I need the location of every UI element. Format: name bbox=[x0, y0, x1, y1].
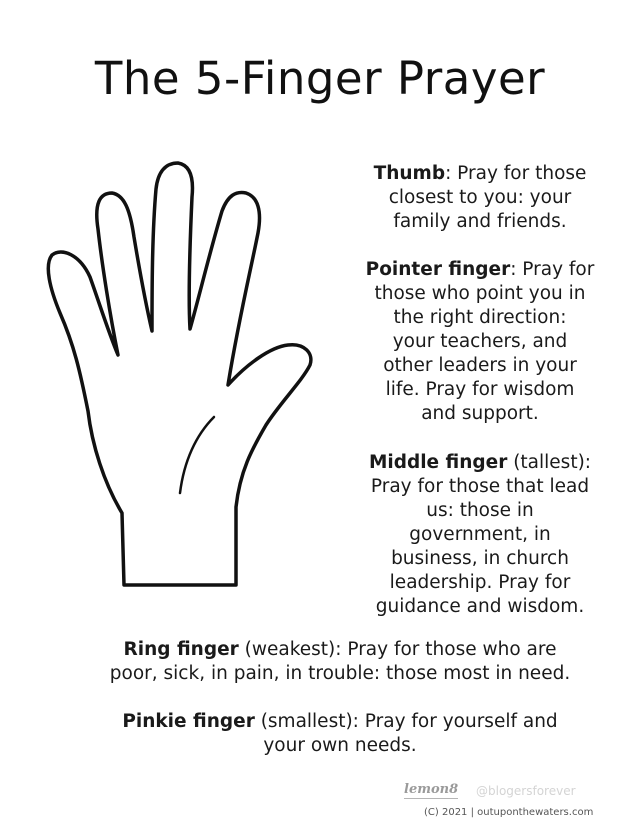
hand-outline-icon bbox=[40, 155, 340, 595]
pointer-line-4: your teachers, and bbox=[392, 331, 568, 352]
ring-finger-label: Ring finger bbox=[123, 639, 239, 660]
pointer-line-5: other leaders in your bbox=[383, 355, 577, 376]
watermark-handle: @blogersforever bbox=[476, 784, 576, 798]
middle-line-3: us: those in bbox=[426, 500, 534, 521]
thumb-line-3: family and friends. bbox=[393, 211, 567, 232]
middle-line-5: business, in church bbox=[391, 548, 569, 569]
thumb-line-2: closest to you: your bbox=[388, 187, 572, 208]
ring-finger-entry bbox=[60, 638, 620, 686]
middle-line-7: guidance and wisdom. bbox=[375, 596, 585, 617]
pointer-line-7: and support. bbox=[421, 403, 539, 424]
middle-finger-entry bbox=[352, 451, 608, 619]
page-title: The 5-Finger Prayer bbox=[94, 52, 546, 105]
pointer-finger-label: Pointer finger bbox=[365, 259, 511, 280]
lemon8-logo: lemon8 bbox=[404, 782, 459, 797]
pointer-line-6: life. Pray for wisdom bbox=[385, 379, 575, 400]
pinkie-finger-entry bbox=[60, 710, 620, 758]
pointer-line-3: the right direction: bbox=[393, 307, 567, 328]
ring-line-1: (weakest): Pray for those who are bbox=[238, 639, 557, 660]
middle-line-2: Pray for those that lead bbox=[370, 476, 590, 497]
copyright-text: (C) 2021 | outuponthewaters.com bbox=[424, 807, 594, 818]
middle-line-6: leadership. Pray for bbox=[389, 572, 571, 593]
thumb-line-1: : Pray for those bbox=[445, 163, 587, 184]
middle-finger-label: Middle finger bbox=[368, 452, 508, 473]
middle-line-4: government, in bbox=[409, 524, 551, 545]
thumb-label: Thumb bbox=[373, 163, 446, 184]
pinkie-line-1: (smallest): Pray for yourself and bbox=[254, 711, 558, 732]
pointer-line-1: : Pray for bbox=[510, 259, 595, 280]
ring-line-2: poor, sick, in pain, in trouble: those most in need. bbox=[109, 663, 571, 684]
pinkie-finger-label: Pinkie finger bbox=[122, 711, 255, 732]
pinkie-line-2: your own needs. bbox=[263, 735, 417, 756]
pointer-finger-entry bbox=[352, 258, 608, 426]
pointer-line-2: those who point you in bbox=[374, 283, 586, 304]
middle-line-1: (tallest): bbox=[507, 452, 592, 473]
thumb-entry bbox=[352, 162, 608, 234]
